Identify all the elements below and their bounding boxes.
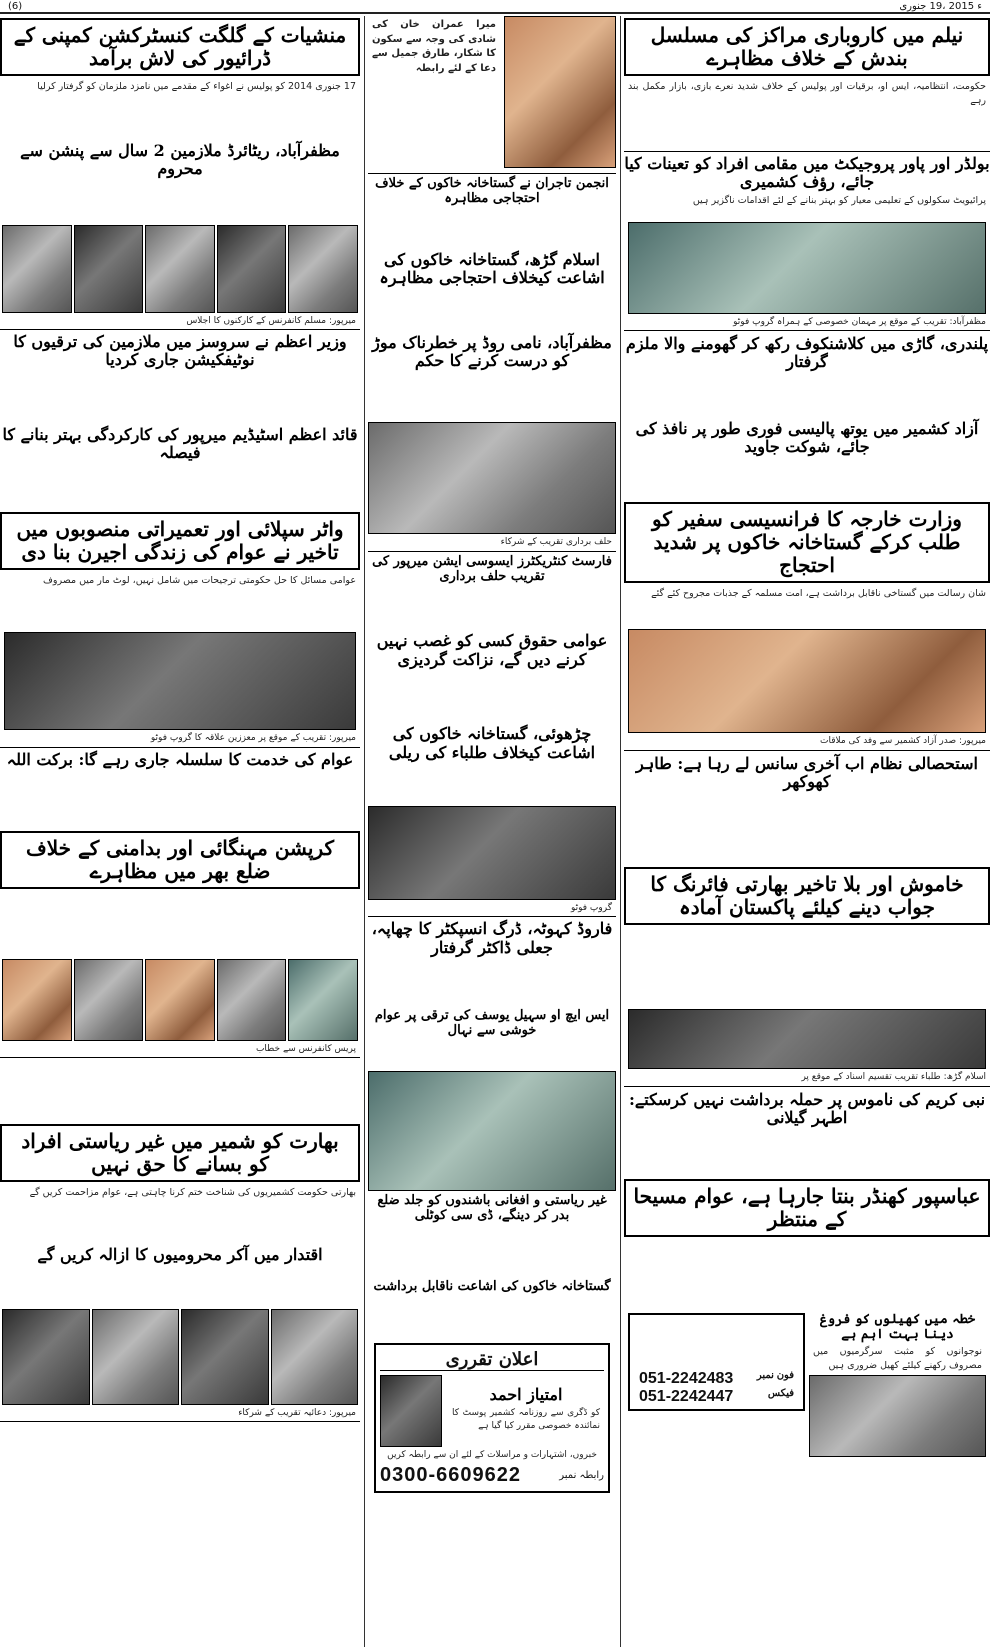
photo-caption: گروپ فوٹو [368, 900, 616, 917]
photo-caption: مظفرآباد: تقریب کے موقع پر مہمان خصوصی کے ہمراہ گروپ فوٹو [624, 314, 990, 331]
headline: عوامی حقوق کسی کو غصب نہیں کرنے دیں گے، نزاکت گردیزی [376, 631, 608, 669]
news-photo [288, 225, 358, 313]
news-photo [2, 225, 72, 313]
photo-strip [0, 225, 360, 313]
masthead-date: ء 2015 ،19 جنوری [899, 0, 982, 12]
news-photo [368, 422, 616, 534]
headline: اسلام گڑھ، گستاخانہ خاکوں کی اشاعت کیخلاف احتجاجی مظاہرہ [379, 249, 605, 288]
article-text: حکومت، انتظامیہ، ایس او، برقیات اور پولیس کے خلاف شدید نعرے بازی، بازار مکمل بند رہے [628, 81, 986, 106]
news-photo [809, 1375, 986, 1457]
headline: عوام کی خدمت کا سلسلہ جاری رہے گا: برکت اللہ [6, 749, 354, 769]
left-column [0, 16, 360, 1422]
article-text: شان رسالت میں گستاخی ناقابل برداشت ہے، امت مسلمہ کے جذبات مجروح کئے گئے [651, 588, 986, 600]
headline: پلندری، گاڑی میں کلاشنکوف رکھ کر گھومنے والا ملزم گرفتار [625, 333, 989, 372]
fax-row [633, 1388, 800, 1406]
headline: انجمن تاجران نے گستاخانہ خاکوں کے خلاف احتجاجی مظاہرہ [375, 176, 609, 206]
news-photo [271, 1309, 359, 1405]
news-photo [628, 1009, 986, 1069]
news-photo [2, 959, 72, 1041]
ad-contact-label: رابطہ نمبر [559, 1469, 604, 1481]
photo-caption: میرپور: صدر آزاد کشمیر سے وفد کی ملاقات [624, 733, 990, 750]
news-photo [92, 1309, 180, 1405]
photo-caption: حلف برداری تقریب کے شرکاء [368, 534, 616, 551]
headline: وزیر اعظم نے سروسز میں ملازمین کی ترقیوں کا نوٹیفکیشن جاری کردیا [13, 331, 347, 370]
headline: عباسپور کھنڈر بنتا جارہا ہے، عوام مسیحا کے منتظر [624, 1179, 990, 1237]
fax-number: 051-2242447 [639, 1388, 734, 1406]
ad-note: خبروں، اشتہارات و مراسلات کے لئے ان سے رابطہ کریں [387, 1449, 597, 1460]
headline: اقتدار میں آکر محرومیوں کا ازالہ کریں گے [37, 1245, 323, 1265]
article-text: بھارتی حکومت کشمیریوں کی شناخت ختم کرنا چاہتی ہے، عوام مزاحمت کریں گے [29, 1187, 356, 1199]
headline: واٹر سپلائی اور تعمیراتی منصوبوں میں تاخیر نے عوام کی زندگی اجیرن بنا دی [0, 512, 360, 570]
headline: فاروڈ کہوٹہ، ڈرگ انسپکٹر کا چھاپہ، جعلی ڈاکٹر گرفتار [371, 919, 613, 957]
photo-caption: میرپور: دعائیہ تقریب کے شرکاء [0, 1405, 360, 1422]
news-photo [145, 959, 215, 1041]
news-photo [368, 806, 616, 900]
headline: مظفرآباد، ریٹائرڈ ملازمین 2 سال سے پنشن سے محروم [20, 141, 340, 179]
column-rule [620, 16, 621, 1647]
phone-row [633, 1370, 800, 1388]
headline: بولڈر اور پاور پروجیکٹ میں مقامی افراد کو تعینات کیا جائے، رؤف کشمیری [624, 154, 990, 192]
headline: بھارت کو شمیر میں غیر ریاستی افراد کو بسانے کا حق نہیں [0, 1124, 360, 1182]
headline: منشیات کے گلگت کنسٹرکشن کمپنی کے ڈرائیور کی لاش برآمد [0, 18, 360, 76]
headline: چڑھوئی، گستاخانہ خاکوں کی اشاعت کیخلاف طلباء کی ریلی [388, 724, 596, 762]
headline: آزاد کشمیر میں یوتھ پالیسی فوری طور پر نافذ کی جائے، شوکت جاوید [635, 418, 979, 457]
news-photo [288, 959, 358, 1041]
article-text: پرائیویٹ سکولوں کے تعلیمی معیار کو بہتر بنانے کے لئے اقدامات ناگزیر ہیں [692, 194, 986, 206]
ad-title: اعلان تقرری [380, 1349, 604, 1371]
headline: خاموش اور بلا تاخیر بھارتی فائرنگ کا جواب دینے کیلئے پاکستان آمادہ [624, 867, 990, 925]
article-text: نوجوانوں کو مثبت سرگرمیوں میں مصروف رکھنے کیلئے کھیل ضروری ہیں [813, 1346, 982, 1371]
headline: نیلم میں کاروباری مراکز کی مسلسل بندش کے خلاف مظاہرے [624, 18, 990, 76]
feature-box [368, 16, 616, 170]
news-photo [74, 225, 144, 313]
photo-caption: میرپور: تقریب کے موقع پر معززین علاقہ کا گروپ فوٹو [0, 730, 360, 747]
portrait-photo [504, 16, 616, 168]
photo-strip [0, 1309, 360, 1405]
news-photo [628, 629, 986, 733]
news-photo [145, 225, 215, 313]
news-photo [4, 632, 356, 730]
news-photo [368, 1071, 616, 1191]
headline: کرپشن مہنگائی اور بدامنی کے خلاف ضلع بھر میں مظاہرے [0, 831, 360, 889]
phone-number: 051-2242483 [639, 1370, 734, 1388]
fax-label: فیکس [767, 1388, 794, 1400]
photo-caption: میرپور: مسلم کانفرنس کے کارکنوں کا اجلاس [0, 313, 360, 330]
phone-label: فون نمبر [756, 1370, 794, 1382]
news-photo [74, 959, 144, 1041]
headline: استحصالی نظام اب آخری سانس لے رہا ہے: طاہر کھوکھر [636, 753, 978, 792]
photo-caption: پریس کانفرنس سے خطاب [0, 1041, 360, 1058]
headline: خطہ میں کھیلوں کو فروغ دینا بہت اہم ہے [819, 1312, 976, 1343]
headline: وزارت خارجہ کا فرانسیسی سفیر کو طلب کرکے گستاخانہ خاکوں پر شدید احتجاج [624, 502, 990, 583]
article-text: عوامی مسائل کا حل حکومتی ترجیحات میں شامل نہیں، لوٹ مار میں مصروف [43, 575, 356, 587]
headline: گستاخانہ خاکوں کی اشاعت ناقابل برداشت [373, 1278, 611, 1294]
news-photo [2, 1309, 90, 1405]
appointment-ad [374, 1343, 610, 1493]
article-text: 17 جنوری 2014 کو پولیس نے اغواء کے مقدمے میں نامزد ملزمان کو گرفتار کرلیا [37, 81, 356, 92]
news-photo [217, 225, 287, 313]
headline: نبی کریم کی ناموس پر حملہ برداشت نہیں کرسکتے: اطہر گیلانی [628, 1089, 986, 1127]
masthead [0, 0, 990, 14]
photo-caption: اسلام گڑھ: طلباء تقریب تقسیم اسناد کے موقع پر [624, 1069, 990, 1086]
news-photo [628, 222, 986, 314]
news-photo [181, 1309, 269, 1405]
feature-text: میرا عمران خان کی شادی کی وجہ سے سکون کا شکار، طارق جمیل سے دعا کے لئے رابطہ [372, 19, 496, 74]
ad-phone: 0300-6609622 [380, 1463, 522, 1486]
headline: فارسٹ کنٹریکٹرز ایسوسی ایشن میرپور کی تقریب حلف برداری [372, 553, 612, 584]
contact-box [628, 1313, 805, 1411]
photo-strip [0, 959, 360, 1041]
headline: قائد اعظم اسٹیڈیم میرپور کی کارکردگی بہتر بنانے کا فیصلہ [2, 424, 358, 463]
bottom-row [624, 1313, 990, 1457]
news-photo [217, 959, 287, 1041]
right-column [624, 16, 990, 1457]
middle-column [368, 16, 616, 1497]
headline: غیر ریاستی و افغانی باشندوں کو جلد ضلع بدر کر دینگے، ڈی سی کوٹلی [377, 1192, 607, 1223]
ad-name: امتیاز احمد [489, 1385, 563, 1405]
ad-text: کو ڈگری سے روزنامہ کشمیر پوسٹ کا نمائندہ خصوصی مقرر کیا گیا ہے [452, 1407, 600, 1431]
headline: ایس ایچ او سہیل یوسف کی ترقی پر عوام خوشی سے نہال [374, 1007, 610, 1038]
column-rule [364, 16, 365, 1647]
headline: مظفرآباد، نامی روڈ پر خطرناک موڑ کو درست کرنے کا حکم [372, 332, 612, 371]
page-number: (6) [8, 0, 23, 12]
ad-portrait [380, 1375, 442, 1447]
divider [624, 151, 990, 152]
